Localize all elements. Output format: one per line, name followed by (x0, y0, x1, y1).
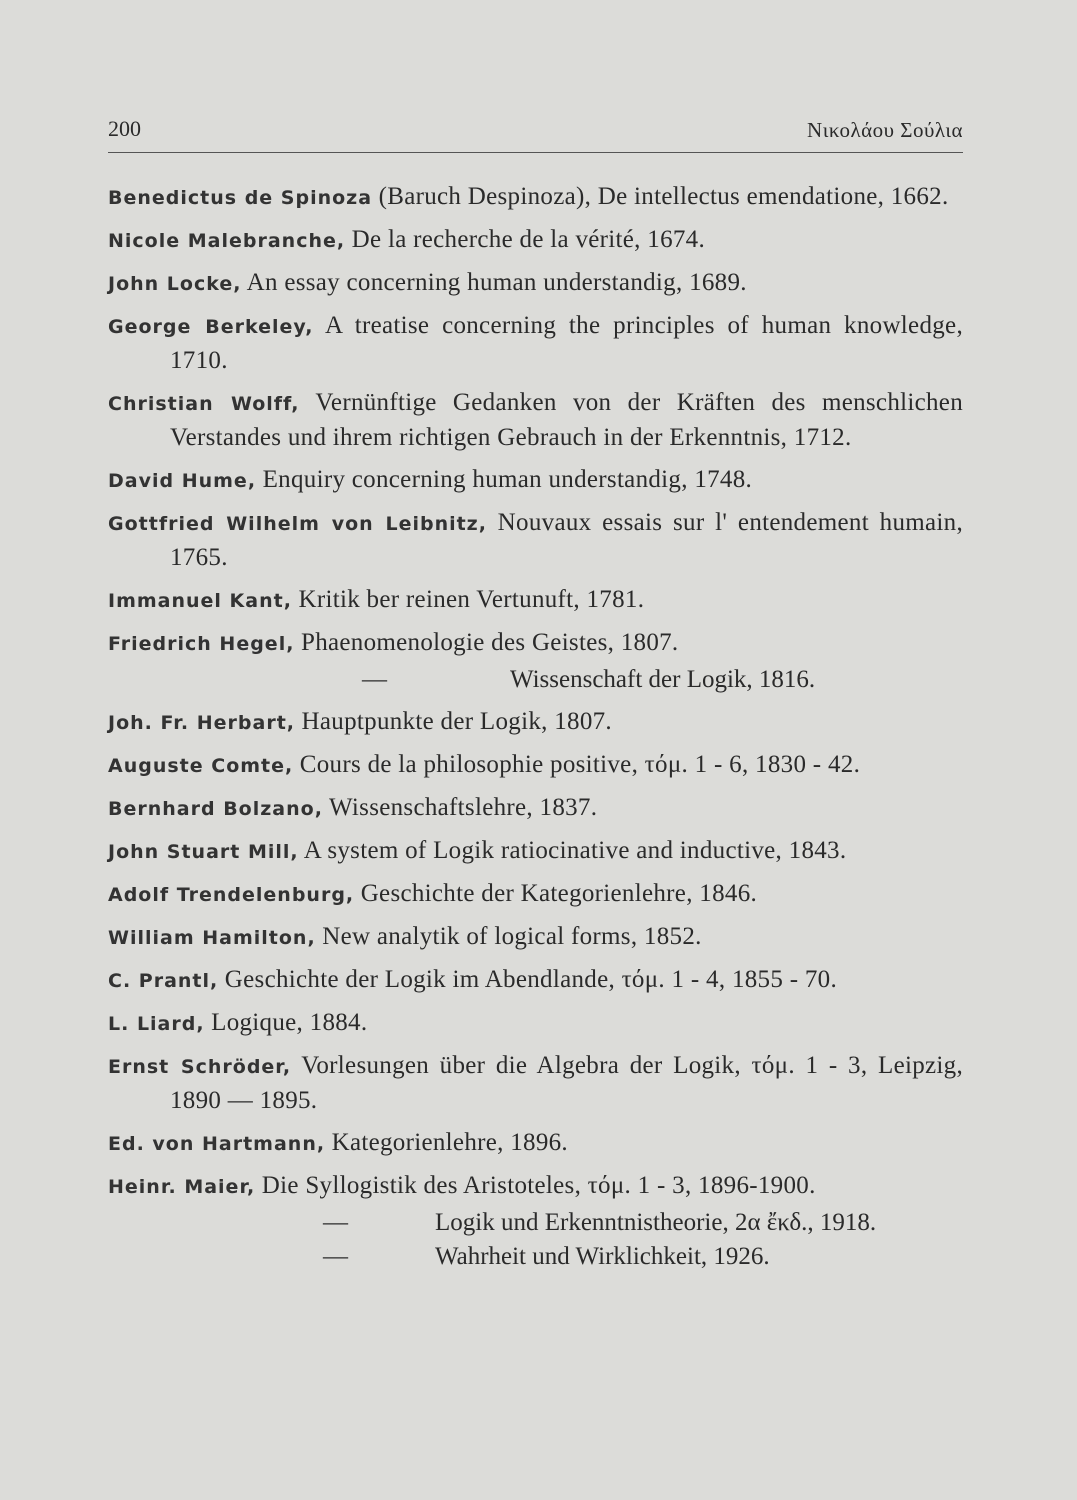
bibliography-entry (108, 463, 963, 498)
entry-text: Kritik ber reinen Vertunuft, 1781. (291, 586, 645, 613)
entry-continuation (108, 1206, 963, 1240)
page-number: 200 (108, 116, 141, 141)
entry-author: Benedictus de Spinoza (108, 187, 373, 209)
bibliography-entry (108, 705, 963, 740)
entry-text: An essay concerning human understandig, 1689. (241, 269, 747, 296)
entry-author: Immanuel Kant, (108, 590, 292, 612)
entry-text: A system of Logik ratiocinative and inductive, 1843. (298, 837, 847, 864)
entry-author: Joh. Fr. Herbart, (108, 712, 295, 734)
entry-author: Gottfried Wilhelm von Leibnitz, (108, 513, 487, 535)
entry-text: Phaenomenologie des Geistes, 1807. (294, 629, 679, 656)
page-header (108, 112, 963, 153)
bibliography-entry (108, 748, 963, 783)
entry-author: C. Prantl, (108, 970, 219, 992)
bibliography-entry (108, 309, 963, 378)
entry-author: David Hume, (108, 470, 257, 492)
entry-text: New analytik of logical forms, 1852. (315, 923, 702, 950)
bibliography-entry (108, 626, 963, 661)
entry-author: George Berkeley, (108, 316, 314, 338)
entry-text: Geschichte der Logik im Abendlande, τόμ. 1 - 4, 1855 - 70. (218, 966, 838, 993)
entry-continuation (108, 663, 963, 697)
bibliography-entry (108, 386, 963, 455)
entry-author: Bernhard Bolzano, (108, 798, 323, 820)
entry-author: Ed. von Hartmann, (108, 1133, 326, 1155)
entry-continuation (108, 1240, 963, 1274)
ditto-dash: — (323, 1209, 348, 1236)
entry-text: Die Syllogistik des Aristoteles, τόμ. 1 - 3, 1896-1900. (255, 1172, 816, 1199)
entry-author: L. Liard, (108, 1013, 205, 1035)
bibliography-entry (108, 963, 963, 998)
entry-text: Wissenschaft der Logik, 1816. (510, 666, 816, 693)
entry-author: John Stuart Mill, (108, 841, 299, 863)
entry-text: Cours de la philosophie positive, τόμ. 1 - 6, 1830 - 42. (293, 751, 861, 778)
entry-author: William Hamilton, (108, 927, 316, 949)
entry-text: (Baruch Despinoza), De intellectus emendatione, 1662. (372, 183, 949, 210)
entry-text: Logik und Erkenntnistheorie, 2α ἔκδ., 1918. (435, 1209, 877, 1236)
entry-author: Ernst Schröder, (108, 1056, 292, 1078)
entry-author: Friedrich Hegel, (108, 633, 295, 655)
entry-text: Enquiry concerning human understandig, 1748. (256, 466, 753, 493)
entry-text: Nouvaux essais sur l' entendement humain, 1765. (170, 509, 963, 571)
entry-text: Wahrheit und Wirklichkeit, 1926. (435, 1243, 770, 1270)
bibliography-entry (108, 583, 963, 618)
entry-author: Auguste Comte, (108, 755, 294, 777)
entry-author: Heinr. Maier, (108, 1176, 256, 1198)
entry-text: Geschichte der Kategorienlehre, 1846. (354, 880, 758, 907)
entry-text: De la recherche de la vérité, 1674. (345, 226, 706, 253)
ditto-dash: — (323, 1243, 348, 1270)
bibliography-entry (108, 1169, 963, 1204)
bibliography-entry (108, 180, 963, 215)
entry-text: Vorlesungen über die Algebra der Logik, τόμ. 1 - 3, Leipzig, 1890 — 1895. (170, 1052, 964, 1114)
running-title: Νικολάου Σούλια (807, 118, 963, 142)
bibliography-entry (108, 1126, 963, 1161)
bibliography-entry (108, 791, 963, 826)
bibliography-entry (108, 1006, 963, 1041)
bibliography-entry (108, 834, 963, 869)
bibliography-entry (108, 506, 963, 575)
entry-text: Kategorienlehre, 1896. (325, 1129, 568, 1156)
bibliography-entry (108, 1049, 963, 1118)
entry-text: Wissenschaftslehre, 1837. (322, 794, 598, 821)
bibliography-entry (108, 223, 963, 258)
entry-text: Logique, 1884. (204, 1009, 368, 1036)
entry-text: A treatise concerning the principles of human knowledge, 1710. (170, 312, 963, 374)
bibliography-entry (108, 920, 963, 955)
entry-author: Adolf Trendelenburg, (108, 884, 355, 906)
entry-text: Vernünftige Gedanken von der Kräften des menschlichen Verstandes und ihrem richtigen Gebrauch in der Erkenntnis, 1712. (170, 389, 964, 451)
entry-author: John Locke, (108, 273, 242, 295)
ditto-dash: — (362, 666, 387, 693)
entry-author: Nicole Malebranche, (108, 230, 346, 252)
bibliography-list (108, 180, 963, 1274)
bibliography-entry (108, 266, 963, 301)
entry-text: Hauptpunkte der Logik, 1807. (295, 708, 612, 735)
bibliography-entry (108, 877, 963, 912)
entry-author: Christian Wolff, (108, 393, 300, 415)
